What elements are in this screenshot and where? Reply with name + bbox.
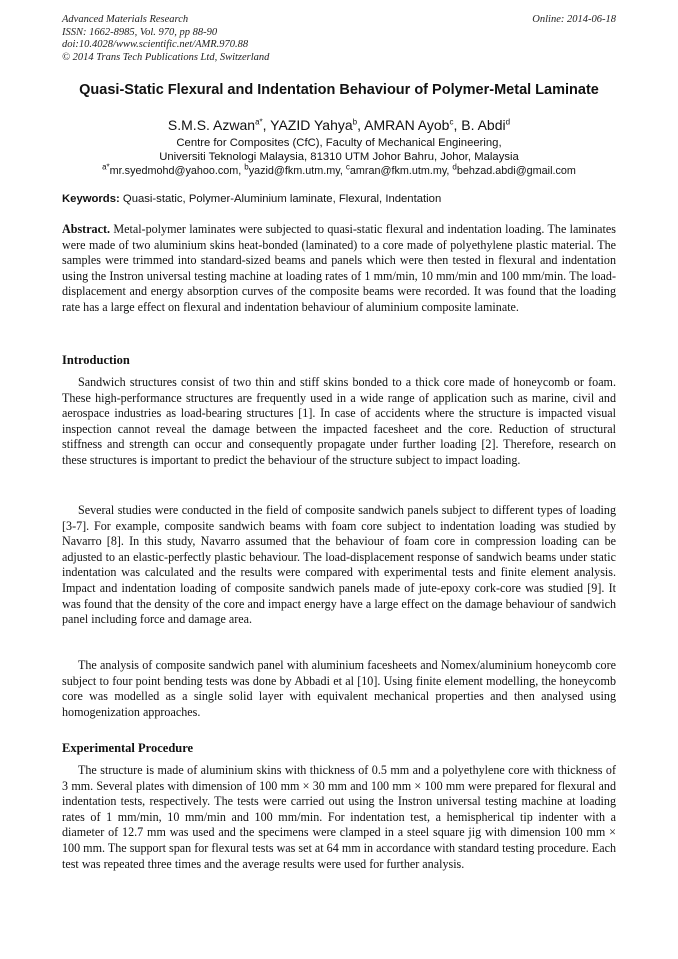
experimental-paragraph-1: The structure is made of aluminium skins with thickness of 0.5 mm and a polyethylene core with thickness of 3 mm. Several plates with dimension of 100 mm × 30 mm and 100 mm × 100 mm were prepared for flexural and indentation tests, respectively. The tests were carried out using the Instron universal testing machine at loading rates of 1 mm/min, 10 mm/min and 100 mm/min. For indentation test, a hemispherical tip indenter with a diameter of 12.7 mm was used and the specimens were clamped in a steel square jig with dimension 100 mm × 100 mm. The support span for flexural tests was set at 64 mm in accordance with standard testing procedure. Each test was repeated three times and the average results were used for further analysis. [62,763,616,871]
abstract-text: Metal-polymer laminates were subjected to quasi-static flexural and indentation loading. The laminates were made of two aluminium skins heat-bonded (laminated) to a core made of polyethylene plastic material. The samples were trimmed into standard-sized beams and panels which were then tested in flexural and indentation using the Instron universal testing machine at loading rates of 1 mm/min, 10 mm/min and 100 mm/min. The load-displacement and energy absorption curves of the composite beams were recorded. It was found that the loading rate has a large effect on flexural and indentation behaviour of aluminium composite laminate. [62,222,616,314]
online-date: Online: 2014-06-18 [532,14,616,25]
author-list [62,117,616,134]
affiliation-line-1: Centre for Composites (CfC), Faculty of Mechanical Engineering, [176,137,502,149]
author-affil-mark: a* [255,117,263,127]
intro-paragraph-2: Several studies were conducted in the field of composite sandwich panels subject to different types of loading [3-7]. For example, composite sandwich beams with foam core subject to indentation loading was studied by Navarro [8]. In this study, Navarro assumed that the behaviour of foam core in compression loading can be adjusted to an elastic-perfectly plastic behaviour. The load-displacement response of sandwich beams under static indentation was calculated and the results were compared with experimental tests and finite element analysis. Impact and indentation loading of composite sandwich panels made of jute-epoxy cork-core was studied [9]. It was found that the density of the core and impact energy have a large effect on the damage behaviour of sandwich panel including force and damage area. [62,503,616,627]
section-heading-experimental: Experimental Procedure [62,741,194,755]
author-sep: , [357,117,365,133]
paper-title: Quasi-Static Flexural and Indentation Behaviour of Polymer-Metal Laminate [79,82,599,98]
affiliation-line-2: Universiti Teknologi Malaysia, 81310 UTM Johor Bahru, Johor, Malaysia [159,151,519,163]
author-name: AMRAN Ayob [364,117,450,133]
email-mark: b [244,162,249,172]
abstract-label: Abstract. [62,222,111,236]
section-heading-introduction: Introduction [62,353,130,367]
email-address[interactable]: mr.syedmohd@yahoo.com, [109,165,245,177]
email-address[interactable]: behzad.abdi@gmail.com [456,165,576,177]
intro-paragraph-1: Sandwich structures consist of two thin and stiff skins bonded to a thick core made of honeycomb or foam. These high-performance structures are frequently used in a wide range of application such as marine, civil and aerospace industries as load-bearing structures [1]. In case of accidents where the structure is impacted visual inspection cannot reveal the damage between the impacted facesheet and the core. Reduction of structural stiffness and strength can occur and consequently propagate under further loading [2]. Therefore, research on these structures is important to predict the behaviour of the structure subject to impact loading. [62,375,616,467]
email-mark: a* [102,162,110,172]
author-sep: , [453,117,462,133]
intro-paragraph-3: The analysis of composite sandwich panel with aluminium facesheets and Nomex/aluminium honeycomb core subject to four point bending tests was done by Abbadi et al [10]. Using finite element modelling, the honeycomb core was modelled as a single solid layer with equivalent mechanical properties and then analysed using homogenization approaches. [62,658,616,719]
keywords [62,192,616,206]
author-affil-mark: d [505,117,511,127]
author-sep: , [262,117,271,133]
keywords-text: Quasi-static, Polymer-Aluminium laminate, Flexural, Indentation [119,193,442,205]
author-name: B. Abdi [461,117,506,133]
author-affil-mark: b [352,117,358,127]
journal-name: Advanced Materials Research [62,14,189,25]
author-emails [62,164,616,178]
author-affil-mark: c [449,117,454,127]
abstract [62,222,616,316]
copyright: © 2014 Trans Tech Publications Ltd, Switzerland [62,51,270,63]
issn: ISSN: 1662-8985, Vol. 970, pp 88-90 [62,26,218,38]
email-mark: d [452,162,457,172]
journal-header [62,14,616,64]
email-address[interactable]: amran@fkm.utm.my, [349,165,453,177]
author-name: S.M.S. Azwan [167,117,256,133]
author-name: YAZID Yahya [270,117,353,133]
email-mark: c [345,162,350,172]
doi: doi:10.4028/www.scientific.net/AMR.970.88 [62,39,249,50]
email-address[interactable]: yazid@fkm.utm.my, [248,165,346,177]
keywords-label: Keywords: [62,193,120,205]
